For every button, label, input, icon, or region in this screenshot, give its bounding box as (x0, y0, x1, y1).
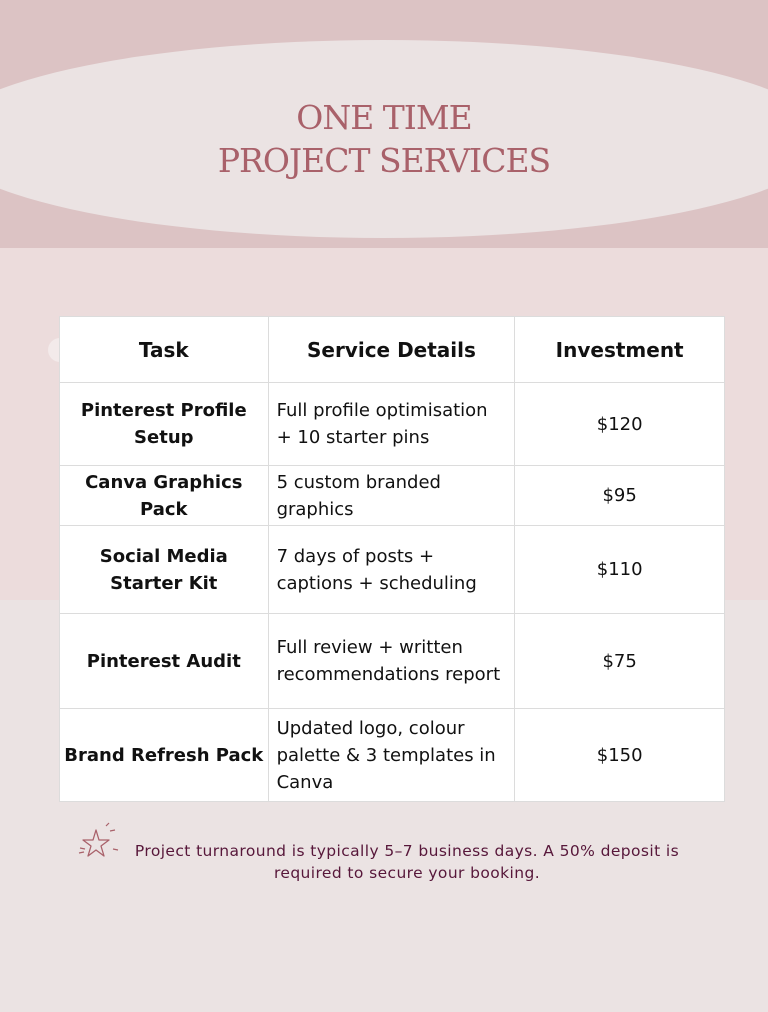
details-cell: Full profile optimisation + 10 starter pins (268, 383, 515, 466)
task-cell: Social Media Starter Kit (60, 526, 269, 614)
title-line-2: PROJECT SERVICES (217, 141, 551, 180)
details-cell: Full review + written recommendations report (268, 614, 515, 709)
task-cell: Pinterest Audit (60, 614, 269, 709)
table-row (60, 709, 725, 802)
table-row (60, 526, 725, 614)
task-cell: Canva Graphics Pack (60, 466, 269, 526)
details-cell: Updated logo, colour palette & 3 templates in Canva (268, 709, 515, 802)
table-row (60, 383, 725, 466)
task-cell: Brand Refresh Pack (60, 709, 269, 802)
details-cell: 5 custom branded graphics (268, 466, 515, 526)
task-cell: Pinterest Profile Setup (60, 383, 269, 466)
table-row (60, 466, 725, 526)
title-line-1: ONE TIME (296, 98, 472, 137)
price-cell: $150 (515, 709, 725, 802)
table-row (60, 614, 725, 709)
header-task: Task (60, 317, 269, 383)
header-investment: Investment (515, 317, 725, 383)
price-cell: $95 (515, 466, 725, 526)
page-title (0, 96, 768, 182)
price-cell: $110 (515, 526, 725, 614)
price-cell: $75 (515, 614, 725, 709)
price-cell: $120 (515, 383, 725, 466)
footer-note: Project turnaround is typically 5–7 business days. A 50% deposit is required to secure your booking. (134, 842, 680, 882)
header-service-details: Service Details (268, 317, 515, 383)
table-header-row (60, 317, 725, 383)
services-table (59, 316, 725, 802)
details-cell: 7 days of posts + captions + scheduling (268, 526, 515, 614)
sparkle-star-icon (76, 822, 122, 864)
